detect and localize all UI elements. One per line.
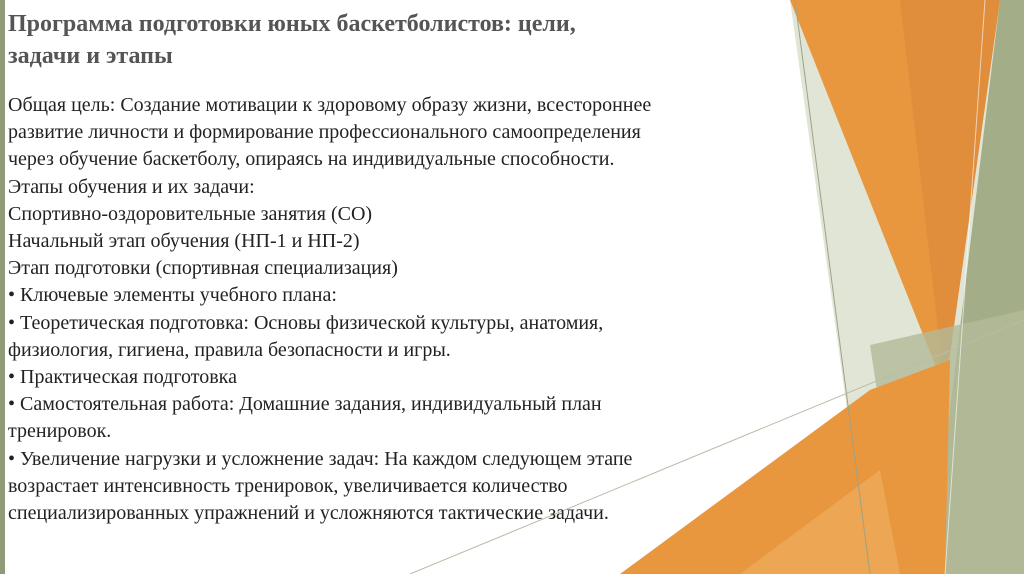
body-line: тренировок. bbox=[8, 420, 112, 443]
body-line: Начальный этап обучения (НП-1 и НП-2) bbox=[8, 230, 360, 253]
bullet-item: • Увеличение нагрузки и усложнение задач: На каждом следующем этапе bbox=[8, 447, 633, 470]
slide-title bbox=[8, 8, 772, 72]
body-line: возрастает интенсивность тренировок, увеличивается количество bbox=[8, 474, 568, 497]
body-line: Спортивно-оздоровительные занятия (СО) bbox=[8, 202, 373, 225]
body-line: Общая цель: Создание мотивации к здоровому образу жизни, всестороннее bbox=[8, 94, 652, 116]
slide-body bbox=[8, 92, 788, 527]
body-line: через обучение баскетболу, опираясь на индивидуальные способности. bbox=[8, 148, 615, 171]
bullet-item: • Практическая подготовка bbox=[8, 366, 237, 389]
bullet-item: • Ключевые элементы учебного плана: bbox=[8, 284, 337, 307]
bullet-item: • Самостоятельная работа: Домашние задания, индивидуальный план bbox=[8, 393, 602, 416]
left-accent-strip bbox=[0, 0, 5, 574]
body-line: физиология, гигиена, правила безопасности и игры. bbox=[8, 338, 451, 361]
body-line: Этапы обучения и их задачи: bbox=[8, 175, 255, 198]
title-line-1: Программа подготовки юных баскетболистов: цели, bbox=[8, 11, 576, 37]
body-line: Этап подготовки (спортивная специализация) bbox=[8, 257, 398, 280]
title-line-2: задачи и этапы bbox=[8, 43, 173, 69]
bullet-item: • Теоретическая подготовка: Основы физической культуры, анатомия, bbox=[8, 311, 604, 334]
body-line: развитие личности и формирование профессионального самоопределения bbox=[8, 121, 641, 144]
body-line: специализированных упражнений и усложняются тактические задачи. bbox=[8, 502, 609, 525]
